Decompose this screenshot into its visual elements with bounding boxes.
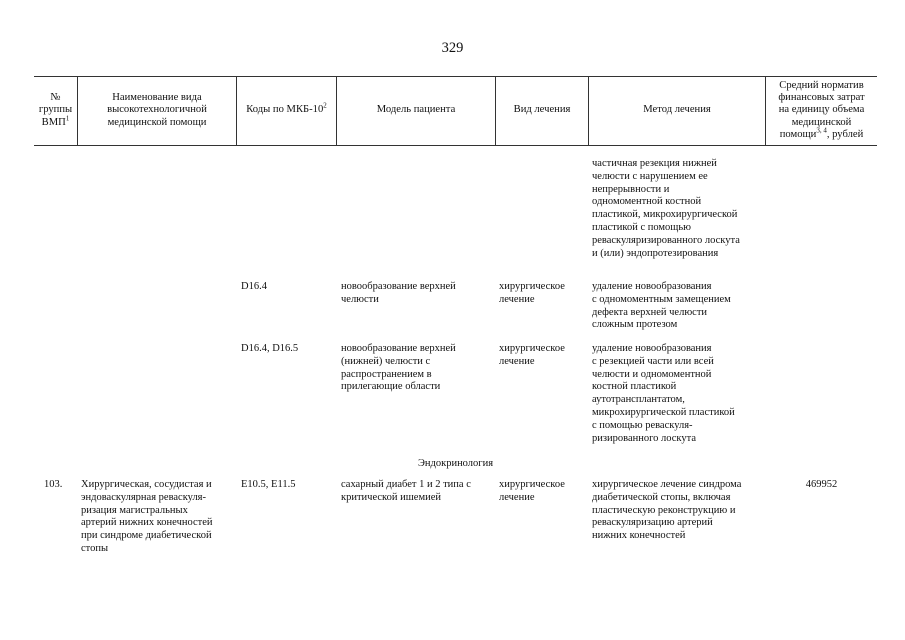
header-group-number: № группы ВМП$^1$ (38, 92, 73, 128)
header-patient-model: Модель пациента (376, 104, 456, 116)
header-treatment-method: Метод лечения (643, 104, 711, 116)
icd-code-cell: D16.4, D16.5 (241, 343, 299, 354)
header-bottom-rule (34, 145, 877, 146)
vmp-name-cell: Хирургическая, сосудистая и эндоваскулярная реваскуля- ризация магистральных артерий нижних конечностей при синдроме диабетической стопы (81, 479, 213, 554)
header-vmp-name: Наименование вида высокотехнологичной медицинской помощи (107, 92, 207, 128)
treatment-type-cell: хирургическое лечение (499, 479, 565, 503)
header-treatment-type: Вид лечения (513, 104, 571, 116)
icd-code-cell: E10.5, E11.5 (241, 479, 296, 490)
header-icd-codes: Коды по МКБ-$10^2$ (246, 101, 327, 116)
patient-model-cell: новообразование верхней (нижней) челюсти с распространением в прилегающие области (341, 343, 456, 393)
page-number: 329 (441, 40, 464, 56)
treatment-type-cell: хирургическое лечение (499, 343, 565, 367)
method-cell: удаление новообразования с одномоментным замещением дефекта верхней челюсти сложным протезом (592, 281, 731, 331)
treatment-type-cell: хирургическое лечение (499, 281, 565, 305)
header-avg-cost: Средний норматив финансовых затрат на единицу объема медицинской помощи$^{3, 4}$, рублей (778, 79, 865, 140)
patient-model-cell: новообразование верхней челюсти (341, 281, 456, 305)
section-heading: Эндокринология (417, 458, 494, 469)
patient-model-cell: сахарный диабет 1 и 2 типа с критической ишемией (341, 479, 471, 503)
method-cell: удаление новообразования с резекцией части или всей челюсти и одномоментной костной пластикой аутотрансплантатом, микрохирургической пластикой с помощью реваскуля- ризированного лоскута (592, 343, 735, 444)
method-cell: частичная резекция нижней челюсти с нарушением ее непрерывности и одномоментной костной пластикой, микрохирургической пластикой с помощью реваскуляризированного лоскута и (или) эндопротезирования (592, 158, 740, 259)
icd-code-cell: D16.4 (241, 281, 267, 292)
avg-cost-cell: 469952 (805, 479, 838, 490)
group-number-cell: 103. (44, 479, 63, 490)
method-cell: хирургическое лечение синдрома диабетической стопы, включая пластическую реконструкцию и реваскуляризацию артерий нижних конечностей (592, 479, 742, 542)
